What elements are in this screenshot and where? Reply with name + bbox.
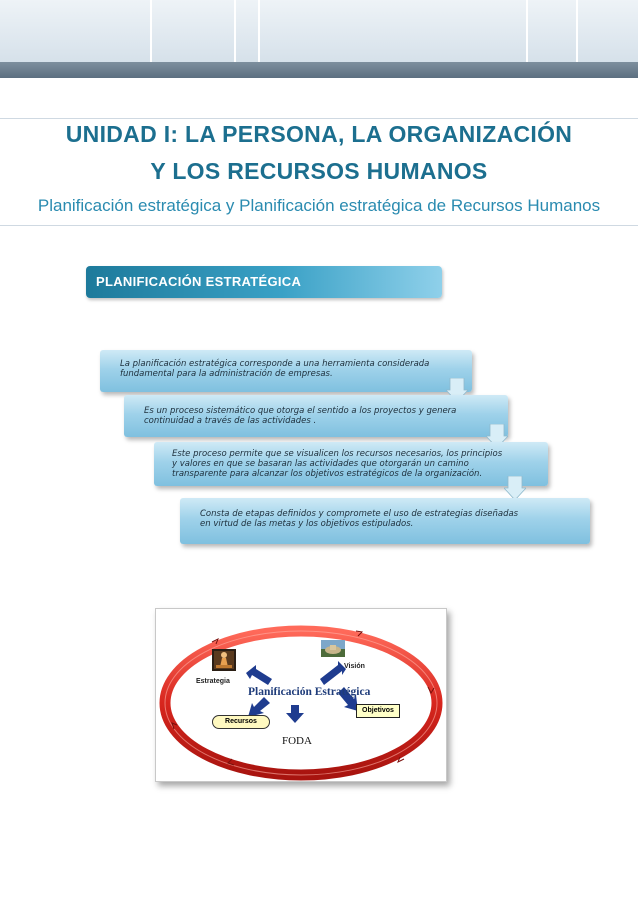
banner-base-strip	[0, 62, 638, 78]
foda-label: FODA	[282, 735, 312, 747]
banner-tile	[260, 0, 526, 62]
process-step-3	[154, 442, 548, 486]
process-step-text: en virtud de las metas y los objetivos estipulados.	[200, 519, 414, 529]
chess-pieces-icon	[212, 649, 236, 671]
process-step-text: Este proceso permite que se visualicen los recursos necesarios, los principios	[172, 449, 503, 459]
process-step-4	[180, 498, 590, 544]
vision-landscape-icon	[321, 640, 345, 657]
process-step-text: Consta de etapas definidos y compromete el uso de estrategias diseñadas	[200, 509, 519, 519]
diagram-center-title: Planificación Estratégica	[248, 686, 371, 698]
process-step-1	[100, 350, 472, 392]
arrow-to-estrategia-icon	[246, 665, 272, 685]
estrategia-label: Estrategia	[196, 678, 230, 685]
cycle-ring	[165, 631, 437, 775]
banner-tile	[528, 0, 576, 62]
process-step-text: Es un proceso sistemático que otorga el sentido a los proyectos y genera	[144, 406, 457, 416]
banner-tile	[578, 0, 638, 62]
page-subtitle: Planificación estratégica y Planificación estratégica de Recursos Humanos	[37, 196, 601, 215]
banner-tile	[0, 0, 150, 62]
banner-tile	[236, 0, 258, 62]
process-step-text: fundamental para la administración de empresas.	[120, 369, 333, 379]
recursos-oval: Recursos	[212, 715, 270, 729]
process-step-text: continuidad a través de las actividades .	[144, 416, 317, 426]
process-step-text: transparente para alcanzar los objetivos estratégicos de la organización.	[172, 469, 483, 479]
section-heading-bar	[86, 266, 442, 298]
vision-label: Visión	[344, 663, 365, 670]
header-banner	[0, 0, 638, 78]
process-step-2	[124, 395, 508, 437]
divider	[0, 118, 638, 119]
page-title-line1: UNIDAD I: LA PERSONA, LA ORGANIZACIÓN	[65, 121, 573, 147]
process-step-text: y valores en que se basaran las actividades que otorgarán un camino	[172, 459, 469, 469]
divider	[0, 225, 638, 226]
objetivos-box: Objetivos	[356, 704, 400, 718]
arrow-to-foda-icon	[286, 705, 304, 723]
process-step-text: La planificación estratégica corresponde a una herramienta considerada	[120, 359, 430, 369]
arrow-to-vision-icon	[320, 661, 346, 685]
arrow-to-recursos-icon	[248, 697, 270, 717]
banner-tile	[152, 0, 234, 62]
page-title-line2: Y LOS RECURSOS HUMANOS	[150, 158, 488, 184]
section-heading: PLANIFICACIÓN ESTRATÉGICA	[96, 274, 302, 289]
strategic-planning-diagram	[155, 608, 447, 782]
chevron-down-icon	[504, 476, 526, 500]
